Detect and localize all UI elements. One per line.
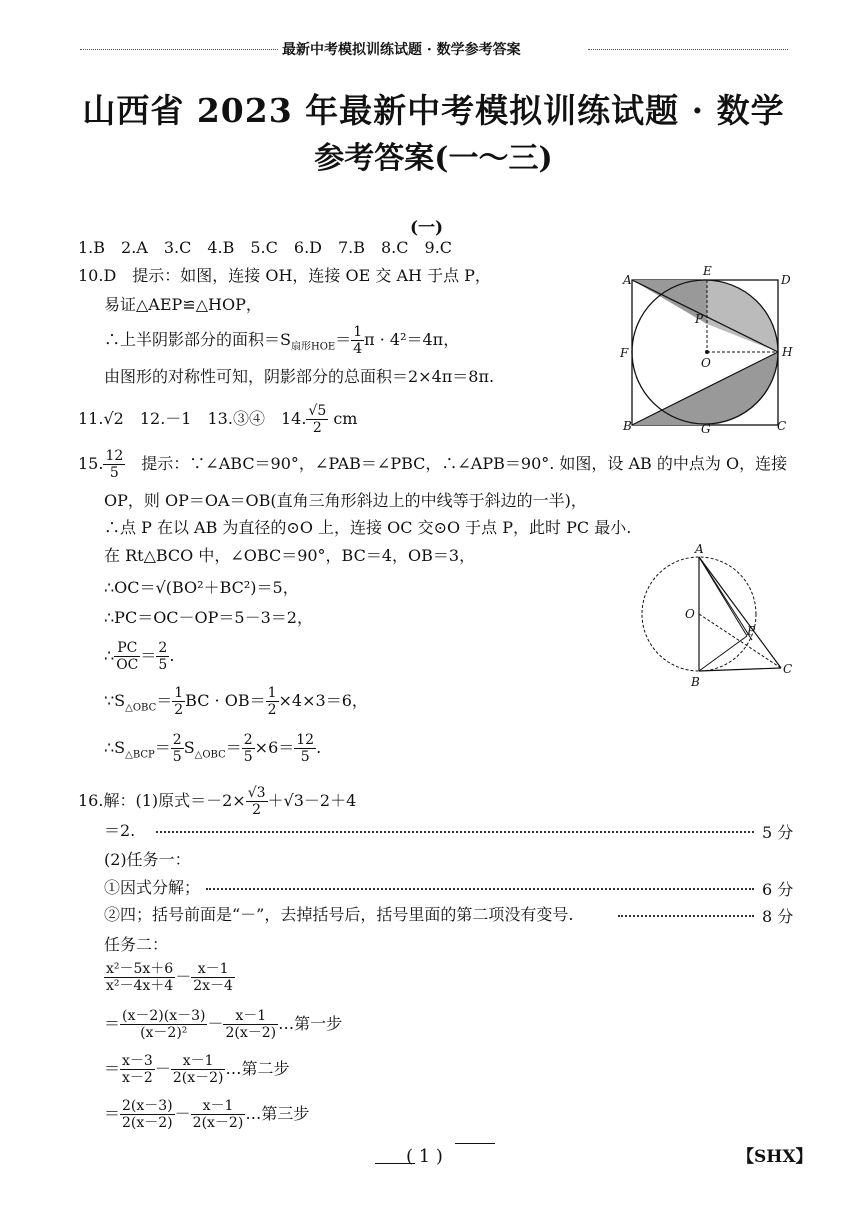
score-6: 6 分 [762, 880, 794, 899]
q15-line4: 在 Rt△BCO 中，∠OBC＝90°，BC＝4，OB＝3， [104, 546, 476, 565]
q16-line5: ②四；括号前面是“－”，去掉括号后，括号里面的第二项没有变号. [104, 905, 574, 924]
q16-expr2: ＝ $\frac{(x-2)(x-3)}{\text{(x－2)²}}$ － $\frac{x-1}{2(x-2)}$ …第一步 [104, 1008, 343, 1042]
fig1-label-C: C [777, 419, 787, 433]
q16-expr1: $\frac{\text{x²－5x＋6}}{\text{x²－4x＋4}}$ － $\frac{x-1}{2x-4}$ [106, 961, 233, 995]
q16-line6: 任务二： [104, 935, 169, 954]
q15-line7: ∴ $\frac{PC}{OC}$ ＝ $\frac{2}{5}$ . [104, 640, 175, 674]
fig1-label-B: B [623, 419, 632, 433]
q10-line3: ∴上半阴影部分的面积$=S_{扇形HOE}=$ $\frac{1}{4}$ π · 4²＝4π， [104, 324, 460, 358]
score-5: 5 分 [762, 823, 794, 842]
q15-line5: ∴OC＝√(BO²＋BC²)＝5， [104, 578, 299, 597]
page-title: 山西省 2023 年最新中考模拟训练试题 · 数学 [82, 91, 785, 130]
fig2-label-C: C [783, 662, 793, 676]
q15-line3: ∴点 P 在以 AB 为直径的⊙O 上，连接 OC 交⊙O 于点 P，此时 PC 最小. [104, 518, 632, 537]
q16-line1: 16.解：(1)原式＝－2× $\frac{√3}{2}$ ＋√3－2＋4 [78, 785, 357, 819]
q15-line1: 15. $\frac{12}{5}$ 提示：∵∠ABC＝90°，∠PAB＝∠PBC，∴∠APB＝90°. 如图，设 AB 的中点为 O，连接 [78, 448, 788, 482]
leader-dots [156, 831, 754, 833]
figure-square-circle [615, 265, 805, 440]
fig2-label-A: A [695, 542, 704, 556]
q16-line3: (2)任务一： [104, 850, 191, 869]
fig2-label-P: P [747, 624, 756, 638]
fig1-label-D: D [781, 273, 791, 287]
answers-11-14: 11.√2 12.－1 13.③④ 14. $\frac{√5}{2}$ cm [78, 403, 358, 437]
q15-line2: OP，则 OP＝OA＝OB(直角三角形斜边上的中线等于斜边的一半)， [104, 491, 587, 510]
score-8: 8 分 [762, 907, 794, 926]
fig1-label-G: G [701, 422, 711, 436]
figure-circle-triangle [635, 540, 805, 690]
footer-rule-right [455, 1143, 495, 1144]
fig1-label-P: P [695, 312, 704, 326]
section-heading: (一) [410, 218, 444, 238]
q15-line8: $\because S_{\triangle OBC}=$ $\frac{1}{2}$ BC · OB＝ $\frac{1}{2}$ ×4×3＝6， [104, 685, 368, 719]
page-number: ( 1 ) [406, 1146, 443, 1167]
q10-line2: 易证△AEP≌△HOP， [104, 295, 262, 314]
page-subtitle: 参考答案(一～三) [314, 141, 553, 176]
leader-dots [206, 888, 754, 890]
q15-line9: $\therefore S_{\triangle BCP}=$ $\frac{2}{5}$ $S_{\triangle OBC}=$ $\frac{2}{5}$ ×6＝ $\frac{12}{5}$ . [104, 732, 322, 766]
q10-line4: 由图形的对称性可知，阴影部分的总面积＝2×4π＝8π. [104, 367, 495, 386]
fig1-label-E: E [703, 265, 712, 278]
fig1-label-H: H [782, 345, 793, 359]
q15-line6: ∴PC＝OC－OP＝5－3＝2， [104, 608, 313, 627]
fig1-label-O: O [701, 356, 711, 370]
q16-expr4: ＝ $\frac{2(x-3)}{2(x-2)}$ － $\frac{x-1}{2(x-2)}$ …第三步 [104, 1098, 310, 1132]
publisher-code: 【SHX】 [737, 1147, 813, 1167]
q16-expr3: ＝ $\frac{x-3}{x-2}$ － $\frac{x-1}{2(x-2)}$ …第二步 [104, 1053, 290, 1087]
fig1-label-A: A [623, 273, 632, 287]
header-rule-left [80, 49, 278, 50]
q16-line2: ＝2. [104, 821, 136, 840]
header-rule-right [588, 49, 788, 50]
q10-line1: 10.D 提示：如图，连接 OH，连接 OE 交 AH 于点 P， [78, 266, 491, 285]
answers-1-9: 1.B 2.A 3.C 4.B 5.C 6.D 7.B 8.C 9.C [78, 238, 453, 257]
running-header: 最新中考模拟训练试题 · 数学参考答案 [282, 42, 521, 58]
fig1-label-F: F [620, 346, 629, 360]
fig2-label-O: O [685, 607, 695, 621]
q16-line4: ①因式分解； [104, 878, 201, 897]
leader-dots [618, 915, 754, 917]
fig2-label-B: B [691, 675, 700, 689]
